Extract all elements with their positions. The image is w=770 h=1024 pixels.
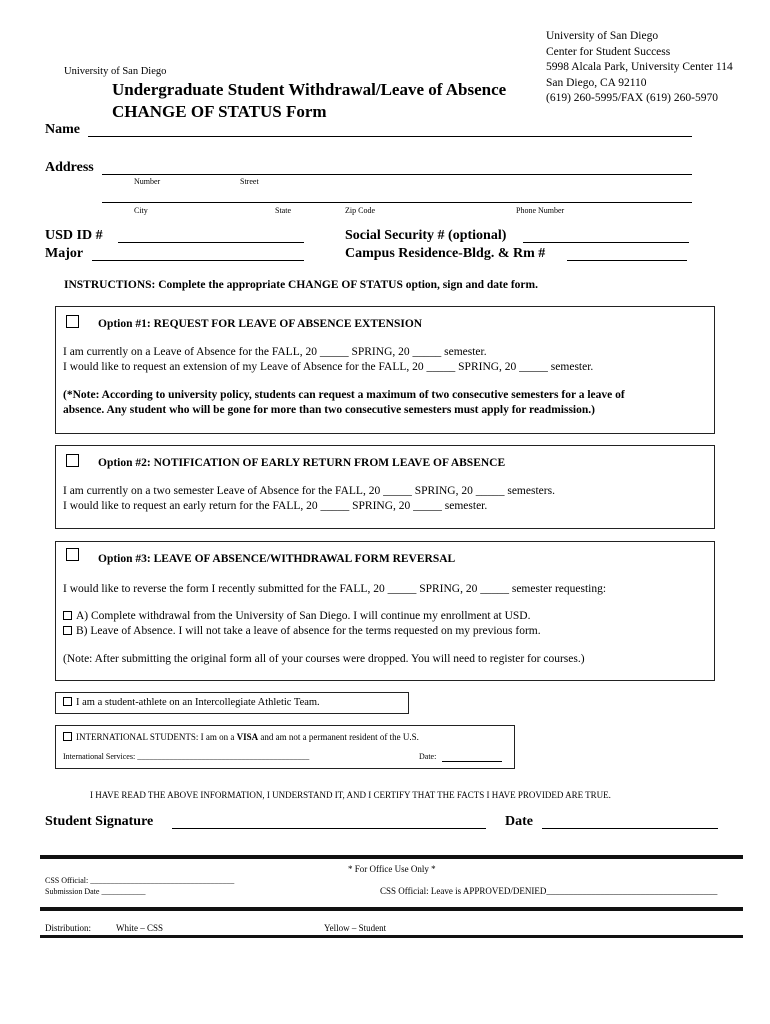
university-name: University of San Diego <box>64 66 167 77</box>
ssn-label: Social Security # (optional) <box>345 228 507 243</box>
address-line: San Diego, CA 92110 <box>546 76 647 89</box>
number-caption: Number <box>134 177 161 186</box>
option1-title: Option #1: REQUEST FOR LEAVE OF ABSENCE EXTENSION <box>98 318 423 330</box>
choice-a-label: A) Complete withdrawal from the University of San Diego. I will continue my enrollment at USD. <box>76 610 531 622</box>
option3-line1: I would like to reverse the form I recently submitted for the FALL, 20 _____ SPRING, 20 _____ semester requesting: <box>63 583 607 595</box>
athlete-box <box>55 692 409 714</box>
option3-box <box>55 541 715 681</box>
city-caption: City <box>134 206 148 215</box>
office-address-block <box>546 29 733 107</box>
state-caption: State <box>275 206 291 215</box>
option2-line2: I would like to request an early return for the FALL, 20 _____ SPRING, 20 _____ semester. <box>63 500 488 512</box>
visa-label: VISA <box>236 732 259 742</box>
student-signature-field[interactable] <box>172 828 486 829</box>
major-field[interactable] <box>92 260 304 261</box>
student-signature-label: Student Signature <box>45 814 154 829</box>
phone-caption: Phone Number <box>516 206 565 215</box>
international-checkbox[interactable] <box>63 732 72 741</box>
address-street-field[interactable] <box>102 174 692 175</box>
international-services: International Services: ___________________________________________ <box>63 752 310 761</box>
css-official: CSS Official: ____________________________________ <box>45 876 235 885</box>
zip-caption: Zip Code <box>345 206 375 215</box>
option2-line1: I am currently on a two semester Leave of Absence for the FALL, 20 _____ SPRING, 20 _____ semesters. <box>63 485 555 497</box>
address-label: Address <box>45 160 94 175</box>
address-line: (619) 260-5995/FAX (619) 260-5970 <box>546 92 718 104</box>
name-label: Name <box>45 122 80 137</box>
option2-checkbox[interactable] <box>66 454 79 467</box>
signature-date-field[interactable] <box>542 828 718 829</box>
international-date-label: Date: <box>419 752 437 761</box>
leave-approval: CSS Official: Leave is APPROVED/DENIED______________________________________ <box>380 886 718 896</box>
office-use-only: * For Office Use Only * <box>348 864 436 874</box>
usd-id-field[interactable] <box>118 242 304 243</box>
option3-title: Option #3: LEAVE OF ABSENCE/WITHDRAWAL FORM REVERSAL <box>98 553 456 565</box>
address-line: University of San Diego <box>546 30 659 42</box>
campus-residence-label: Campus Residence-Bldg. & Rm # <box>345 246 546 261</box>
option1-note-line2: absence. Any student who will be gone for more than two consecutive semesters must apply for readmission.) <box>63 404 595 416</box>
option1-line2: I would like to request an extension of my Leave of Absence for the FALL, 20 _____ SPRING, 20 _____ semester. <box>63 361 594 373</box>
campus-residence-field[interactable] <box>567 260 687 261</box>
option3-choice-b[interactable] <box>63 625 541 637</box>
option1-checkbox[interactable] <box>66 315 79 328</box>
option3-note: (Note: After submitting the original form all of your courses were dropped. You will need to register for courses.) <box>63 653 585 665</box>
address-line: Center for Student Success <box>546 45 671 58</box>
option2-title: Option #2: NOTIFICATION OF EARLY RETURN FROM LEAVE OF ABSENCE <box>98 457 506 469</box>
international-pre: INTERNATIONAL STUDENTS: I am on a <box>76 732 235 742</box>
international-post: and am not a permanent resident of the U.S. <box>260 732 419 742</box>
ssn-field[interactable] <box>523 242 689 243</box>
option2-box <box>55 445 715 529</box>
athlete-checkbox[interactable] <box>63 697 72 706</box>
athlete-label: I am a student-athlete on an Intercollegiate Athletic Team. <box>76 697 320 708</box>
option1-line1: I am currently on a Leave of Absence for the FALL, 20 _____ SPRING, 20 _____ semester. <box>63 346 487 358</box>
divider <box>40 855 743 859</box>
option1-note-line1: (*Note: According to university policy, students can request a maximum of two consecutive semesters for a leave of <box>63 389 625 401</box>
distribution-white: White – CSS <box>116 923 164 933</box>
international-date-field[interactable] <box>442 761 502 762</box>
option3-checkbox[interactable] <box>66 548 79 561</box>
choice-b-label: B) Leave of Absence. I will not take a leave of absence for the terms requested on my previous form. <box>76 625 541 637</box>
major-label: Major <box>45 246 84 261</box>
certification-statement: I HAVE READ THE ABOVE INFORMATION, I UNDERSTAND IT, AND I CERTIFY THAT THE FACTS I HAVE PROVIDED ARE TRUE. <box>90 790 611 800</box>
choice-a-checkbox[interactable] <box>63 611 72 620</box>
option3-choice-a[interactable] <box>63 610 530 622</box>
address-line: 5998 Alcala Park, University Center 114 <box>546 61 733 73</box>
form-subtitle: CHANGE OF STATUS Form <box>112 102 327 121</box>
divider <box>40 907 743 911</box>
option1-box <box>55 306 715 434</box>
choice-b-checkbox[interactable] <box>63 626 72 635</box>
distribution-yellow: Yellow – Student <box>324 923 387 933</box>
international-option[interactable] <box>63 732 419 742</box>
form-title: Undergraduate Student Withdrawal/Leave of Absence <box>112 80 507 99</box>
submission-date: Submission Date ___________ <box>45 887 146 896</box>
date-label: Date <box>505 814 533 829</box>
international-box <box>55 725 515 769</box>
address-city-field[interactable] <box>102 202 692 203</box>
street-caption: Street <box>240 177 259 186</box>
athlete-option[interactable] <box>63 697 320 708</box>
distribution-label: Distribution: <box>45 923 92 933</box>
name-field[interactable] <box>88 136 692 137</box>
divider <box>40 935 743 938</box>
instructions: INSTRUCTIONS: Complete the appropriate CHANGE OF STATUS option, sign and date form. <box>64 279 538 291</box>
usd-id-label: USD ID # <box>45 228 103 243</box>
